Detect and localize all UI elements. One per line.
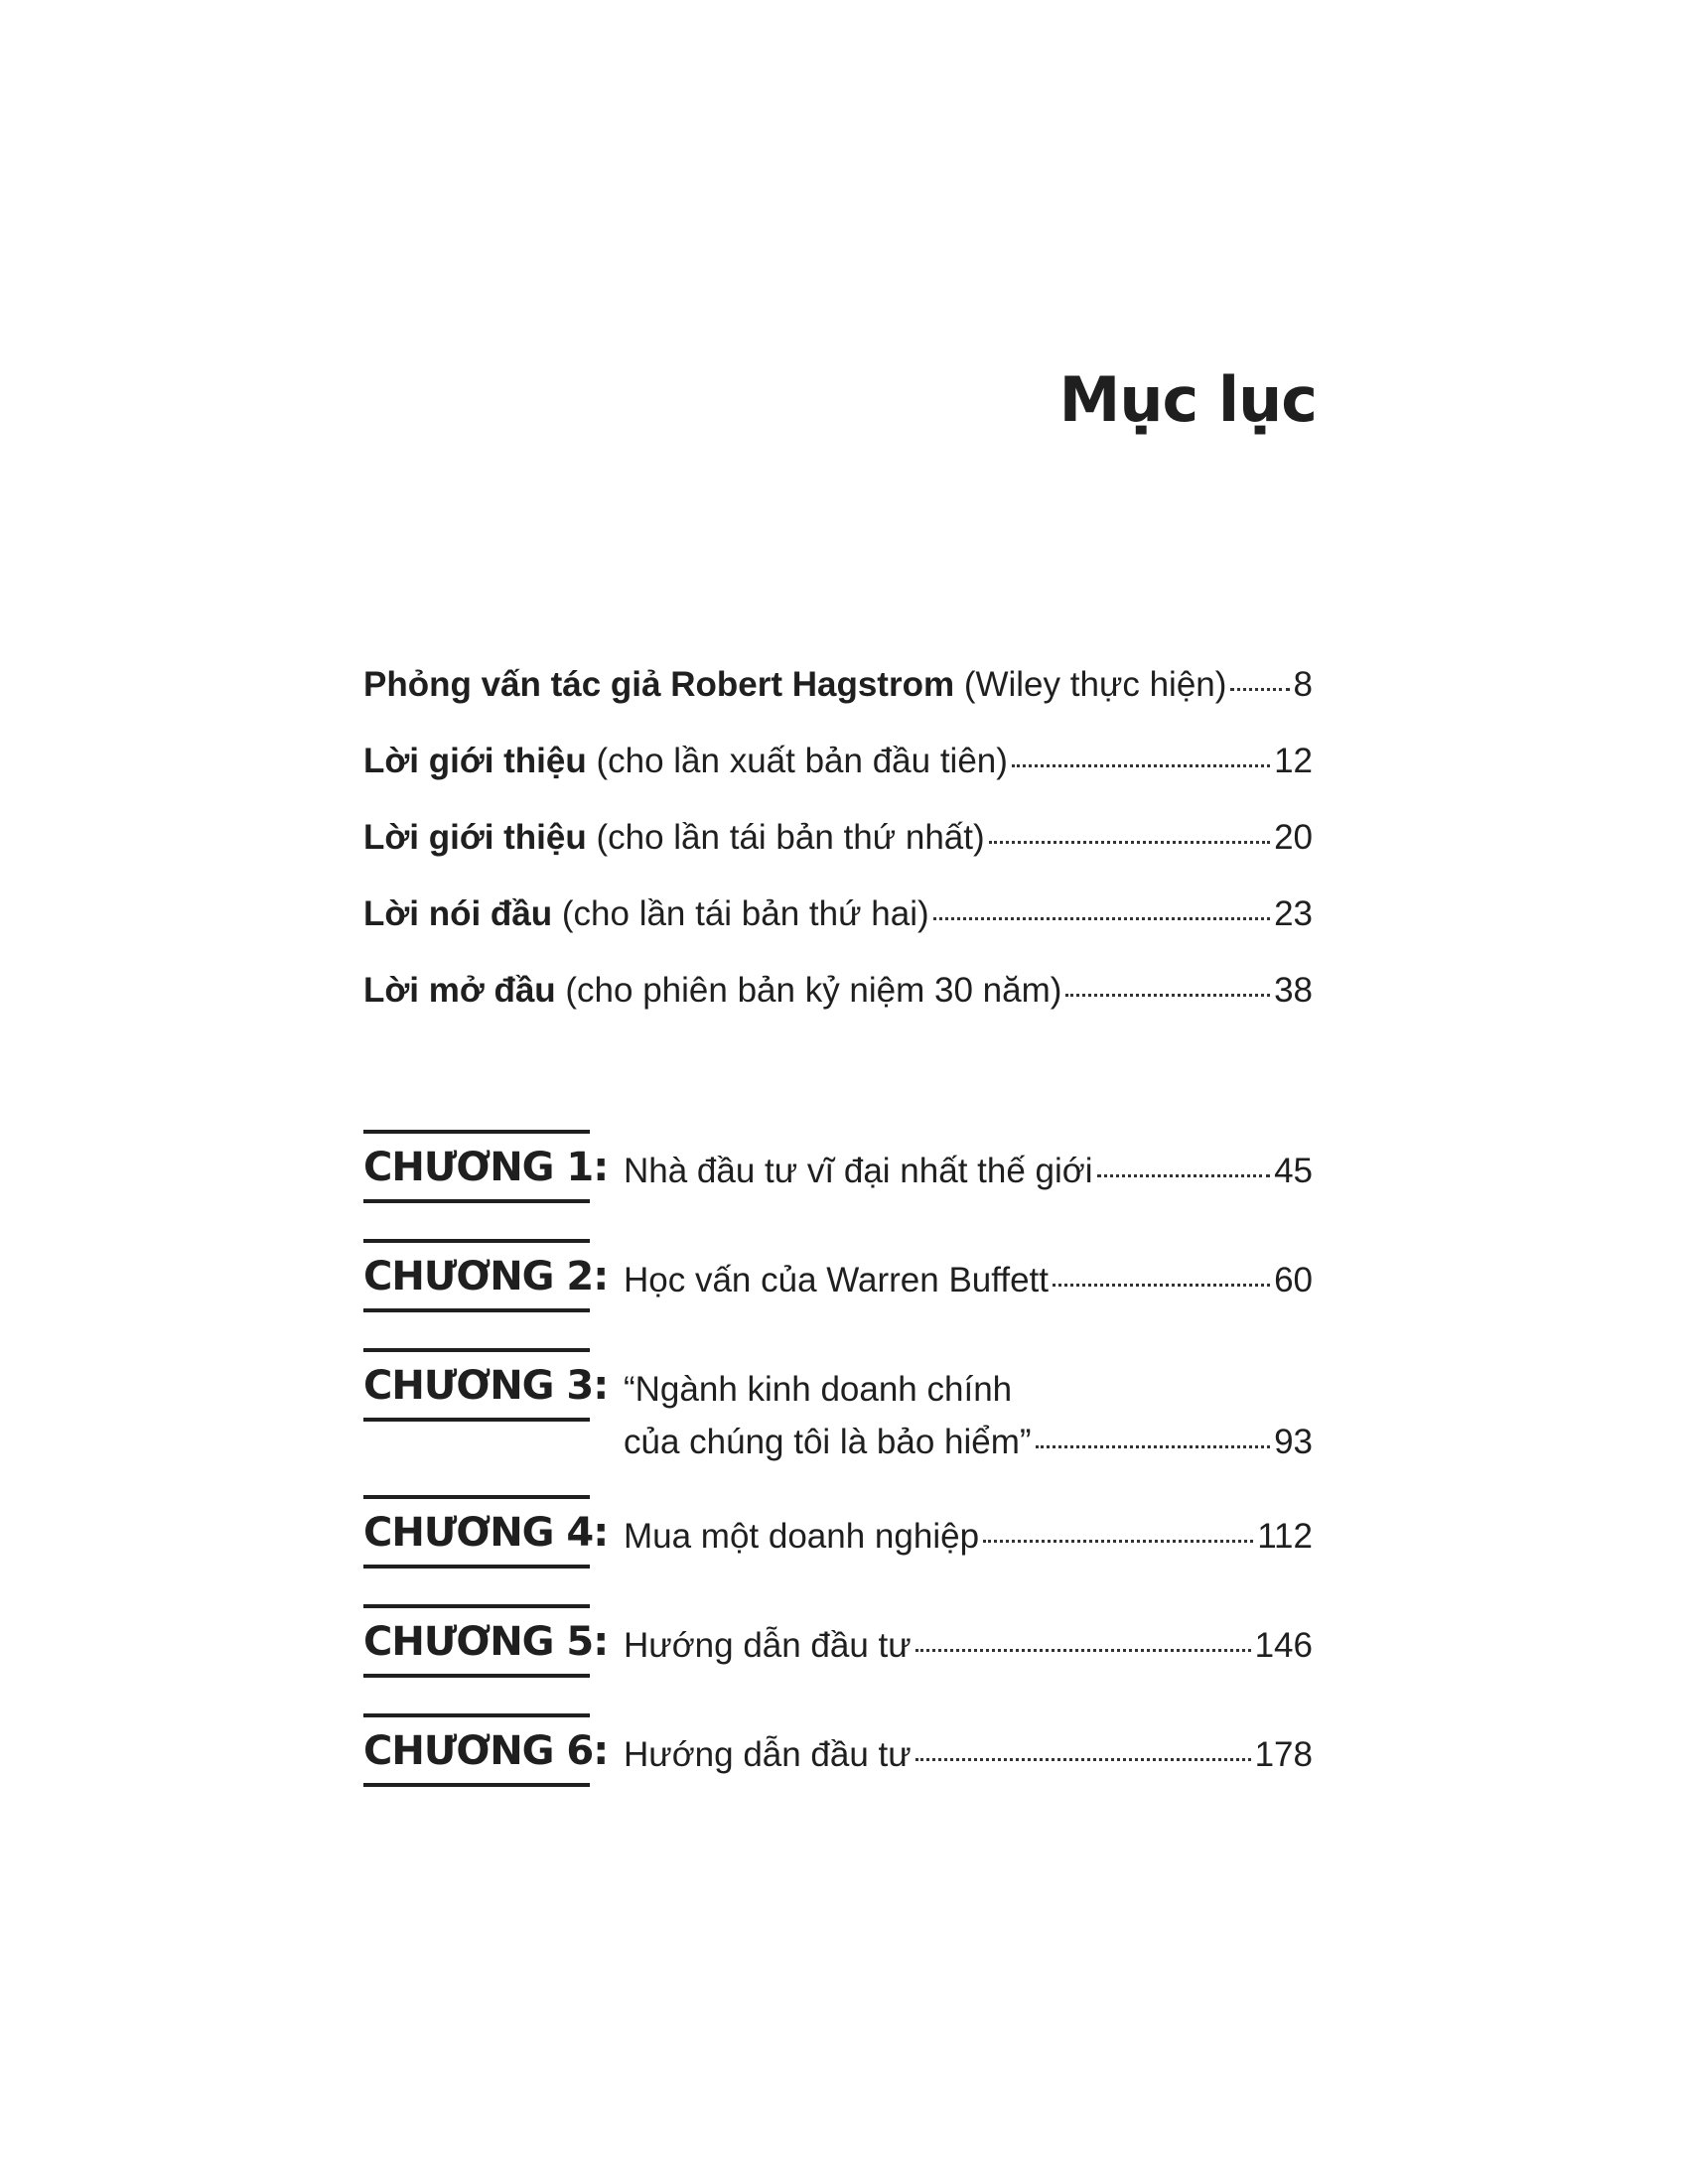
dot-leader xyxy=(1097,1174,1271,1177)
page-number: 93 xyxy=(1274,1423,1313,1461)
toc-entry-intro-first[interactable] xyxy=(363,744,1313,820)
page-number: 8 xyxy=(1293,665,1313,704)
chapter-label: CHƯƠNG 3: xyxy=(363,1348,590,1422)
page-number: 112 xyxy=(1257,1517,1313,1556)
chapter-4[interactable] xyxy=(363,1495,1313,1569)
chapter-title: Hướng dẫn đầu tư xyxy=(624,1735,912,1774)
chapter-5[interactable] xyxy=(363,1604,1313,1678)
chapter-list xyxy=(363,1130,1313,1823)
entry-subtitle: (Wiley thực hiện) xyxy=(954,665,1227,704)
chapter-label: CHƯƠNG 4: xyxy=(363,1495,590,1569)
chapter-label: CHƯƠNG 6: xyxy=(363,1713,590,1787)
page-title: Mục lục xyxy=(1058,363,1317,436)
dot-leader xyxy=(989,841,1270,844)
chapter-title: Mua một doanh nghiệp xyxy=(624,1517,980,1556)
entry-bold-title: Lời giới thiệu xyxy=(363,742,587,780)
chapter-title: Nhà đầu tư vĩ đại nhất thế giới xyxy=(624,1152,1093,1190)
dot-leader xyxy=(1012,764,1270,767)
toc-entry-preface[interactable] xyxy=(363,973,1313,1049)
toc-entry-interview[interactable] xyxy=(363,667,1313,744)
page-number: 12 xyxy=(1274,742,1313,780)
entry-bold-title: Phỏng vấn tác giả Robert Hagstrom xyxy=(363,665,955,704)
entry-subtitle: (cho lần tái bản thứ hai) xyxy=(552,894,929,933)
chapter-label: CHƯƠNG 2: xyxy=(363,1239,590,1312)
dot-leader xyxy=(1230,688,1289,691)
entry-bold-title: Lời mở đầu xyxy=(363,971,556,1010)
chapter-2[interactable] xyxy=(363,1239,1313,1312)
dot-leader xyxy=(1053,1284,1270,1287)
toc-entry-foreword[interactable] xyxy=(363,896,1313,973)
front-matter-list xyxy=(363,667,1313,1049)
dot-leader xyxy=(1065,994,1270,997)
entry-bold-title: Lời nói đầu xyxy=(363,894,553,933)
chapter-title: Hướng dẫn đầu tư xyxy=(624,1626,912,1665)
dot-leader xyxy=(933,917,1270,920)
chapter-1[interactable] xyxy=(363,1130,1313,1203)
page-number: 23 xyxy=(1274,894,1313,933)
dot-leader xyxy=(1036,1445,1271,1448)
page-number: 146 xyxy=(1254,1626,1313,1665)
dot-leader xyxy=(915,1758,1251,1761)
page-number: 20 xyxy=(1274,818,1313,857)
chapter-label: CHƯƠNG 5: xyxy=(363,1604,590,1678)
chapter-title: Học vấn của Warren Buffett xyxy=(624,1261,1049,1299)
chapter-title-line-1: “Ngành kinh doanh chính xyxy=(624,1370,1013,1409)
entry-bold-title: Lời giới thiệu xyxy=(363,818,587,857)
entry-subtitle: (cho lần xuất bản đầu tiên) xyxy=(586,742,1008,780)
entry-subtitle: (cho phiên bản kỷ niệm 30 năm) xyxy=(555,971,1062,1010)
chapter-3[interactable] xyxy=(363,1348,1313,1459)
page-number: 45 xyxy=(1274,1152,1313,1190)
page-number: 38 xyxy=(1274,971,1313,1010)
dot-leader xyxy=(983,1540,1253,1543)
page-number: 60 xyxy=(1274,1261,1313,1299)
page-number: 178 xyxy=(1254,1735,1313,1774)
dot-leader xyxy=(915,1649,1251,1652)
chapter-label: CHƯƠNG 1: xyxy=(363,1130,590,1203)
toc-entry-intro-second[interactable] xyxy=(363,820,1313,896)
entry-subtitle: (cho lần tái bản thứ nhất) xyxy=(586,818,985,857)
chapter-6[interactable] xyxy=(363,1713,1313,1787)
chapter-title-line-2: của chúng tôi là bảo hiểm” xyxy=(624,1423,1032,1461)
